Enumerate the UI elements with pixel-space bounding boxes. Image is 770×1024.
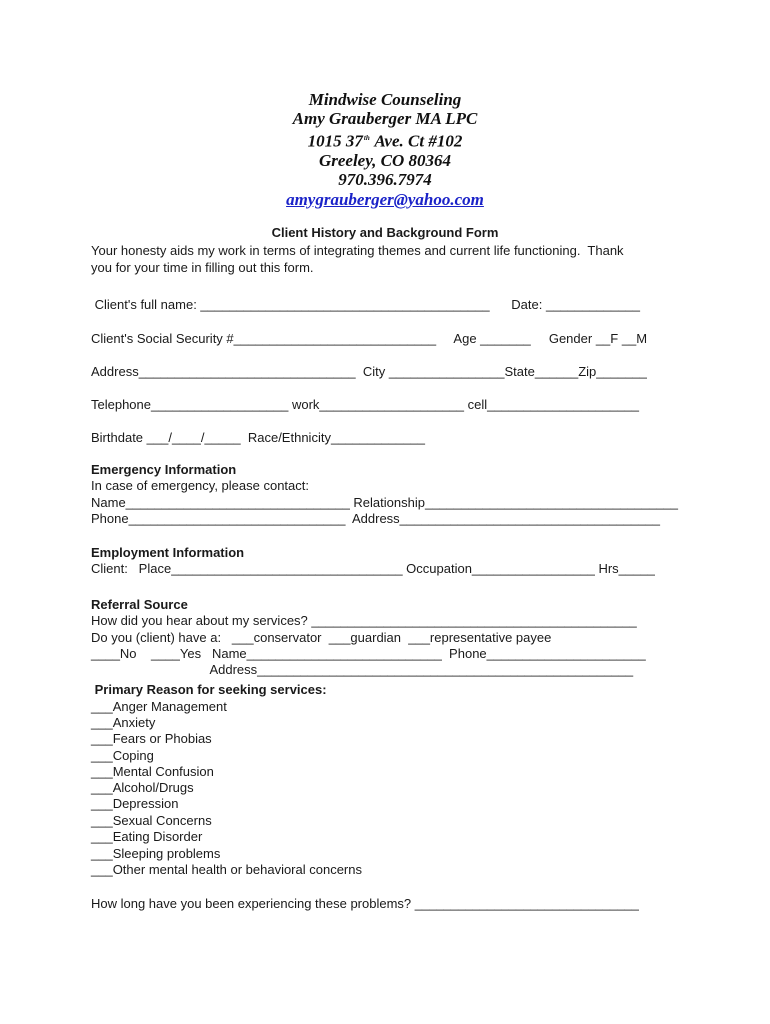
emergency-heading: Emergency Information (91, 462, 237, 477)
referral-have-field[interactable]: Do you (client) have a: ___conservator ___guardian ___representative payee (91, 630, 552, 645)
reason-item[interactable]: ___Coping (91, 748, 154, 763)
birthdate-race-field[interactable]: Birthdate ___/____/_____ Race/Ethnicity_____________ (91, 430, 425, 445)
employment-heading: Employment Information (91, 545, 245, 560)
form-title: Client History and Background Form (271, 225, 499, 240)
reason-item[interactable]: ___Sexual Concerns (91, 813, 212, 828)
emergency-instruction: In case of emergency, please contact: (91, 478, 309, 493)
reason-item[interactable]: ___Depression (91, 796, 179, 811)
emergency-name-relationship-field[interactable]: Name_______________________________ Relationship___________________________________ (91, 495, 679, 510)
emergency-phone-address-field[interactable]: Phone______________________________ Address____________________________________ (91, 511, 660, 526)
telephone-work-cell-field[interactable]: Telephone___________________ work____________________ cell_____________________ (91, 397, 639, 412)
referral-address-field[interactable]: Address____________________________________________________ (91, 662, 634, 677)
reason-item[interactable]: ___Other mental health or behavioral concerns (91, 862, 362, 877)
reason-item[interactable]: ___Anger Management (91, 699, 227, 714)
intro-text-1: Your honesty aids my work in terms of integrating themes and current life functioning. Thank (91, 243, 624, 258)
ordinal-suffix: th (363, 133, 370, 142)
letterhead (0, 90, 770, 209)
employment-field[interactable]: Client: Place________________________________ Occupation_________________ Hrs_____ (91, 561, 655, 576)
reason-item[interactable]: ___Alcohol/Drugs (91, 780, 194, 795)
city-state-zip: Greeley, CO 80364 (318, 150, 452, 170)
phone-number: 970.396.7974 (338, 170, 432, 190)
referral-yesno-name-phone-field[interactable]: ____No ____Yes Name___________________________ Phone______________________ (91, 646, 646, 661)
counselor-name: Amy Grauberger MA LPC (292, 109, 478, 129)
street-address-prefix: 1015 37 (307, 131, 363, 151)
email-link[interactable]: amygrauberger@yahoo.com (286, 189, 484, 209)
referral-heading: Referral Source (91, 597, 188, 612)
reason-item[interactable]: ___Sleeping problems (91, 846, 221, 861)
client-name-date-field[interactable]: Client's full name: ________________________________________ Date: _____________ (91, 297, 640, 312)
street-address-suffix: Ave. Ct #102 (370, 131, 463, 151)
reason-item[interactable]: ___Eating Disorder (91, 829, 203, 844)
reason-item[interactable]: ___Fears or Phobias (91, 731, 212, 746)
intro-text-2: you for your time in filling out this form. (91, 260, 314, 275)
ssn-age-gender-field[interactable]: Client's Social Security #____________________________ Age _______ Gender __F __M (91, 331, 648, 346)
reason-item[interactable]: ___Anxiety (91, 715, 156, 730)
address-city-state-zip-field[interactable]: Address______________________________ City ________________State______Zip_______ (91, 364, 647, 379)
reason-item[interactable]: ___Mental Confusion (91, 764, 214, 779)
reasons-heading: Primary Reason for seeking services: (91, 682, 327, 697)
referral-question-field[interactable]: How did you hear about my services? _____________________________________________ (91, 613, 637, 628)
org-name: Mindwise Counseling (308, 90, 462, 109)
street-address (0, 129, 770, 151)
duration-question-field[interactable]: How long have you been experiencing these problems? _______________________________ (91, 896, 639, 911)
